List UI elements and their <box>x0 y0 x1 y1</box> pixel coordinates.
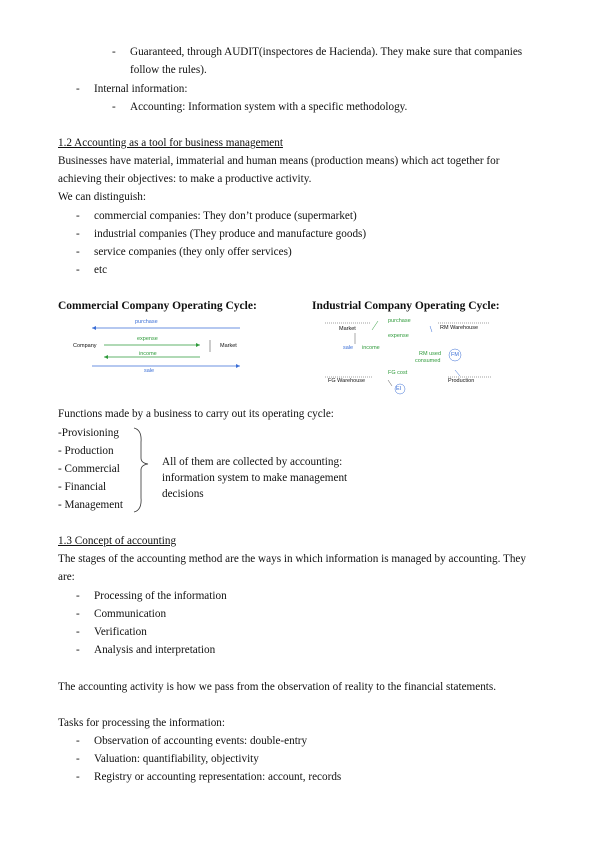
function-commercial: - Commercial <box>58 463 120 475</box>
task-valuation: Valuation: quantifiability, objectivity <box>94 753 259 765</box>
list-item-industrial: industrial companies (They produce and manufacture goods) <box>94 228 367 240</box>
paragraph-means: Businesses have material, immaterial and human means (production means) which act together for <box>58 155 500 167</box>
list-item-service: service companies (they only offer services) <box>94 246 292 258</box>
fm-label: FM <box>451 352 459 358</box>
dash-marker: - <box>76 626 80 638</box>
functions-note-line2: information system to make management <box>162 472 348 484</box>
task-registry: Registry or accounting representation: account, records <box>94 771 342 783</box>
functions-note-line1: All of them are collected by accounting: <box>162 456 343 468</box>
stage-analysis: Analysis and interpretation <box>94 644 216 656</box>
sub-bullet-audit: Guaranteed, through AUDIT(inspectores de Hacienda). They make sure that companies <box>130 46 523 58</box>
industrial-expense-label: expense <box>388 333 409 339</box>
function-financial: - Financial <box>58 481 107 493</box>
market-label: Market <box>220 343 237 349</box>
dash-marker: - <box>76 644 80 656</box>
sub-bullet-audit-cont: follow the rules). <box>130 64 207 76</box>
dash-marker: - <box>76 246 80 258</box>
task-observation: Observation of accounting events: double-entry <box>94 735 308 747</box>
distinguish-text: We can distinguish: <box>58 191 146 203</box>
expense-label: expense <box>137 336 158 342</box>
section-heading-1-3: 1.3 Concept of accounting <box>58 535 177 547</box>
company-label: Company <box>73 343 97 349</box>
fg-cost-label: FG cost <box>388 370 408 376</box>
rm-warehouse-label: RM Warehouse <box>440 325 479 331</box>
dash-marker: - <box>76 83 80 95</box>
industrial-purchase-label: purchase <box>388 318 411 324</box>
functions-note-line3: decisions <box>162 488 204 500</box>
dash-marker: - <box>76 753 80 765</box>
purchase-label: purchase <box>135 319 158 325</box>
list-item-etc: etc <box>94 264 108 276</box>
dash-marker: - <box>76 228 80 240</box>
consumed-label: consumed <box>415 358 441 364</box>
sub-bullet-accounting: Accounting: Information system with a specific methodology. <box>130 101 408 113</box>
stage-verification: Verification <box>94 626 147 638</box>
production-label: Production <box>448 378 475 384</box>
sale-label: sale <box>144 368 155 374</box>
ei-label: EI <box>396 386 402 392</box>
tasks-intro: Tasks for processing the information: <box>58 717 225 729</box>
function-production: - Production <box>58 445 114 457</box>
list-item-commercial: commercial companies: They don’t produce (supermarket) <box>94 210 357 222</box>
dash-marker: - <box>112 46 116 58</box>
paragraph-means-cont: achieving their objectives: to make a productive activity. <box>58 173 312 185</box>
dash-marker: - <box>76 608 80 620</box>
income-label: income <box>139 351 157 357</box>
paragraph-activity: The accounting activity is how we pass from the observation of reality to the financial statements. <box>58 681 497 693</box>
bullet-internal-information: Internal information: <box>94 83 188 95</box>
industrial-market-label: Market <box>339 326 356 332</box>
paragraph-stages-cont: are: <box>58 571 75 583</box>
fg-warehouse-label: FG Warehouse <box>328 378 366 384</box>
functions-intro: Functions made by a business to carry out its operating cycle: <box>58 408 334 420</box>
dash-marker: - <box>76 735 80 747</box>
dash-marker: - <box>76 590 80 602</box>
industrial-sale-label: sale <box>343 345 354 351</box>
section-heading-1-2: 1.2 Accounting as a tool for business management <box>58 137 283 149</box>
function-management: - Management <box>58 499 123 511</box>
stage-communication: Communication <box>94 608 167 620</box>
dash-marker: - <box>76 264 80 276</box>
industrial-income-label: income <box>362 345 380 351</box>
stage-processing: Processing of the information <box>94 590 227 602</box>
rm-used-label: RM used <box>419 351 442 357</box>
paragraph-stages: The stages of the accounting method are the ways in which information is managed by accounting. They <box>58 553 526 565</box>
dash-marker: - <box>76 210 80 222</box>
commercial-cycle-title: Commercial Company Operating Cycle: <box>58 300 257 312</box>
function-provisioning: -Provisioning <box>58 427 119 439</box>
dash-marker: - <box>76 771 80 783</box>
dash-marker: - <box>112 101 116 113</box>
industrial-cycle-title: Industrial Company Operating Cycle: <box>312 300 500 312</box>
